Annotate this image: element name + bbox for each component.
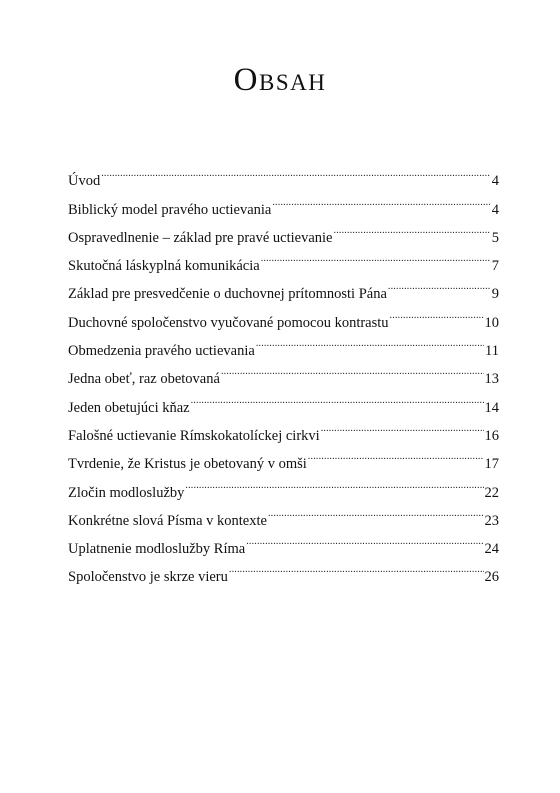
toc-entry-page: 24 bbox=[484, 541, 499, 558]
toc-dot-leader bbox=[308, 440, 484, 468]
toc-entry-page: 22 bbox=[484, 484, 499, 501]
toc-entry-page: 10 bbox=[484, 314, 499, 331]
toc-entry-page: 5 bbox=[491, 229, 499, 246]
table-of-contents bbox=[68, 157, 499, 586]
toc-entry-page: 4 bbox=[491, 201, 499, 218]
toc-dot-leader bbox=[229, 553, 484, 581]
toc-entry-label: Duchovné spoločenstvo vyučované pomocou kontrastu bbox=[68, 314, 389, 331]
toc-entry-label: Konkrétne slová Písma v kontexte bbox=[68, 512, 267, 529]
page-title: Obsah bbox=[233, 62, 327, 98]
toc-dot-leader bbox=[390, 298, 484, 326]
toc-entry-label: Zločin modloslužby bbox=[68, 484, 185, 501]
toc-entry bbox=[68, 185, 499, 218]
toc-dot-leader bbox=[272, 185, 490, 213]
toc-dot-leader bbox=[246, 525, 483, 553]
toc-dot-leader bbox=[268, 497, 484, 525]
toc-entry-label: Jedna obeť, raz obetovaná bbox=[68, 371, 220, 388]
toc-entry-page: 9 bbox=[491, 286, 499, 303]
toc-entry-page: 23 bbox=[484, 512, 499, 529]
toc-entry-label: Ospravedlnenie – základ pre pravé uctievanie bbox=[68, 229, 333, 246]
toc-entry-label: Biblický model pravého uctievania bbox=[68, 201, 272, 218]
toc-dot-leader bbox=[334, 214, 491, 242]
toc-entry-label: Falošné uctievanie Rímskokatolíckej cirkvi bbox=[68, 427, 320, 444]
toc-dot-leader bbox=[256, 327, 484, 355]
toc-entry-label: Uplatnenie modloslužby Ríma bbox=[68, 541, 246, 558]
toc-dot-leader bbox=[101, 157, 490, 185]
toc-entry-label: Jeden obetujúci kňaz bbox=[68, 399, 190, 416]
toc-dot-leader bbox=[321, 412, 484, 440]
toc-entry bbox=[68, 157, 499, 190]
toc-entry-page: 17 bbox=[484, 456, 499, 473]
toc-entry-page: 11 bbox=[485, 343, 499, 360]
toc-entry-label: Obmedzenia pravého uctievania bbox=[68, 343, 255, 360]
toc-entry-label: Základ pre presvedčenie o duchovnej prítomnosti Pána bbox=[68, 286, 387, 303]
toc-entry-page: 14 bbox=[484, 399, 499, 416]
toc-entry-label: Skutočná láskyplná komunikácia bbox=[68, 258, 260, 275]
toc-dot-leader bbox=[388, 270, 490, 298]
toc-dot-leader bbox=[191, 383, 484, 411]
toc-dot-leader bbox=[185, 468, 483, 496]
toc-entry-label: Spoločenstvo je skrze vieru bbox=[68, 569, 228, 586]
toc-entry-page: 4 bbox=[491, 173, 499, 190]
toc-dot-leader bbox=[261, 242, 490, 270]
toc-dot-leader bbox=[221, 355, 484, 383]
toc-entry-label: Tvrdenie, že Kristus je obetovaný v omši bbox=[68, 456, 307, 473]
toc-entry-page: 7 bbox=[491, 258, 499, 275]
toc-entry-label: Úvod bbox=[68, 173, 101, 190]
toc-entry-page: 16 bbox=[484, 427, 499, 444]
toc-entry-page: 26 bbox=[484, 569, 499, 586]
toc-entry-page: 13 bbox=[484, 371, 499, 388]
